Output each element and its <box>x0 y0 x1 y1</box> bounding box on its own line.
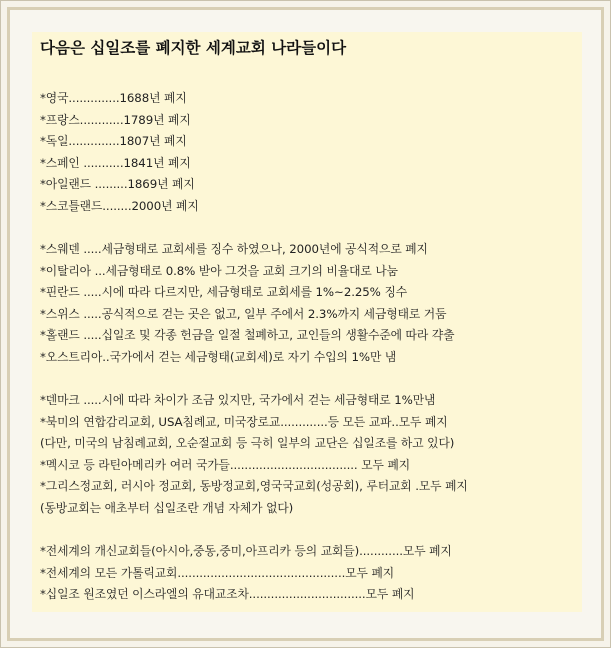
list-item: *전세계의 모든 가톨릭교회..............................................모두 폐지 <box>40 565 395 580</box>
list-item: *스웨덴 .....세금형태로 교회세를 징수 하였으나, 2000년에 공식적으로 폐지 <box>40 242 428 256</box>
section-denominations <box>40 390 582 519</box>
section-spacer <box>40 368 582 390</box>
list-item: *핀란드 .....시에 따라 다르지만, 세금형태로 교회세를 1%~2.25% 징수 <box>40 285 408 299</box>
section-spacer <box>40 217 582 239</box>
list-item: (다만, 미국의 남침례교회, 오순절교회 등 극히 일부의 교단은 십일조를 하고 있다) <box>40 436 455 450</box>
document-title: 다음은 십일조를 폐지한 세계교회 나라들이다 <box>40 39 347 57</box>
list-item: *영국..............1688년 폐지 <box>40 91 187 105</box>
list-item: *독일..............1807년 폐지 <box>40 134 187 148</box>
section-spacer <box>40 519 582 541</box>
list-item: *덴마크 .....시에 따라 차이가 조금 있지만, 국가에서 걷는 세금형태로 1%만냄 <box>40 393 436 407</box>
list-item: *오스트리아..국가에서 걷는 세금형태(교회세)로 자기 수입의 1%만 냄 <box>40 349 397 364</box>
list-item: *북미의 연합감리교회, USA침례교, 미국장로교.............등 모든 교파..모두 폐지 <box>40 414 448 429</box>
list-item: (동방교회는 애초부터 십일조란 개념 자체가 없다) <box>40 500 294 515</box>
list-item: *홀랜드 .....십일조 및 각종 헌금을 일절 철폐하고, 교인들의 생활수준에 따라 갹출 <box>40 328 455 342</box>
list-item: *이탈리아 ...세금형태로 0.8% 받아 그것을 교회 크기의 비율대로 나눔 <box>40 263 398 278</box>
list-item: *프랑스............1789년 폐지 <box>40 112 191 127</box>
list-item: *전세계의 개신교회들(아시아,중동,중미,아프리카 등의 교회들)............모두 폐지 <box>40 544 452 558</box>
list-item: *스위스 .....공식적으로 걷는 곳은 없고, 일부 주에서 2.3%까지 세금형태로 거둠 <box>40 306 447 321</box>
list-item: *아일랜드 .........1869년 폐지 <box>40 177 195 191</box>
section-church-tax-countries <box>40 239 582 368</box>
list-item: *스코틀랜드........2000년 폐지 <box>40 198 199 213</box>
list-item: *스페인 ...........1841년 폐지 <box>40 155 191 170</box>
list-item: *십일조 원조였던 이스라엘의 유대교조차................................모두 폐지 <box>40 587 415 601</box>
section-worldwide <box>40 541 582 606</box>
list-item: *그리스정교회, 러시아 정교회, 동방정교회,영국국교회(성공회), 루터교회 .모두 폐지 <box>40 479 468 493</box>
list-item: *멕시코 등 라틴아메리카 여러 국가들................................... 모두 폐지 <box>40 457 411 472</box>
section-abolished-countries <box>40 88 582 217</box>
document-body <box>32 32 582 612</box>
